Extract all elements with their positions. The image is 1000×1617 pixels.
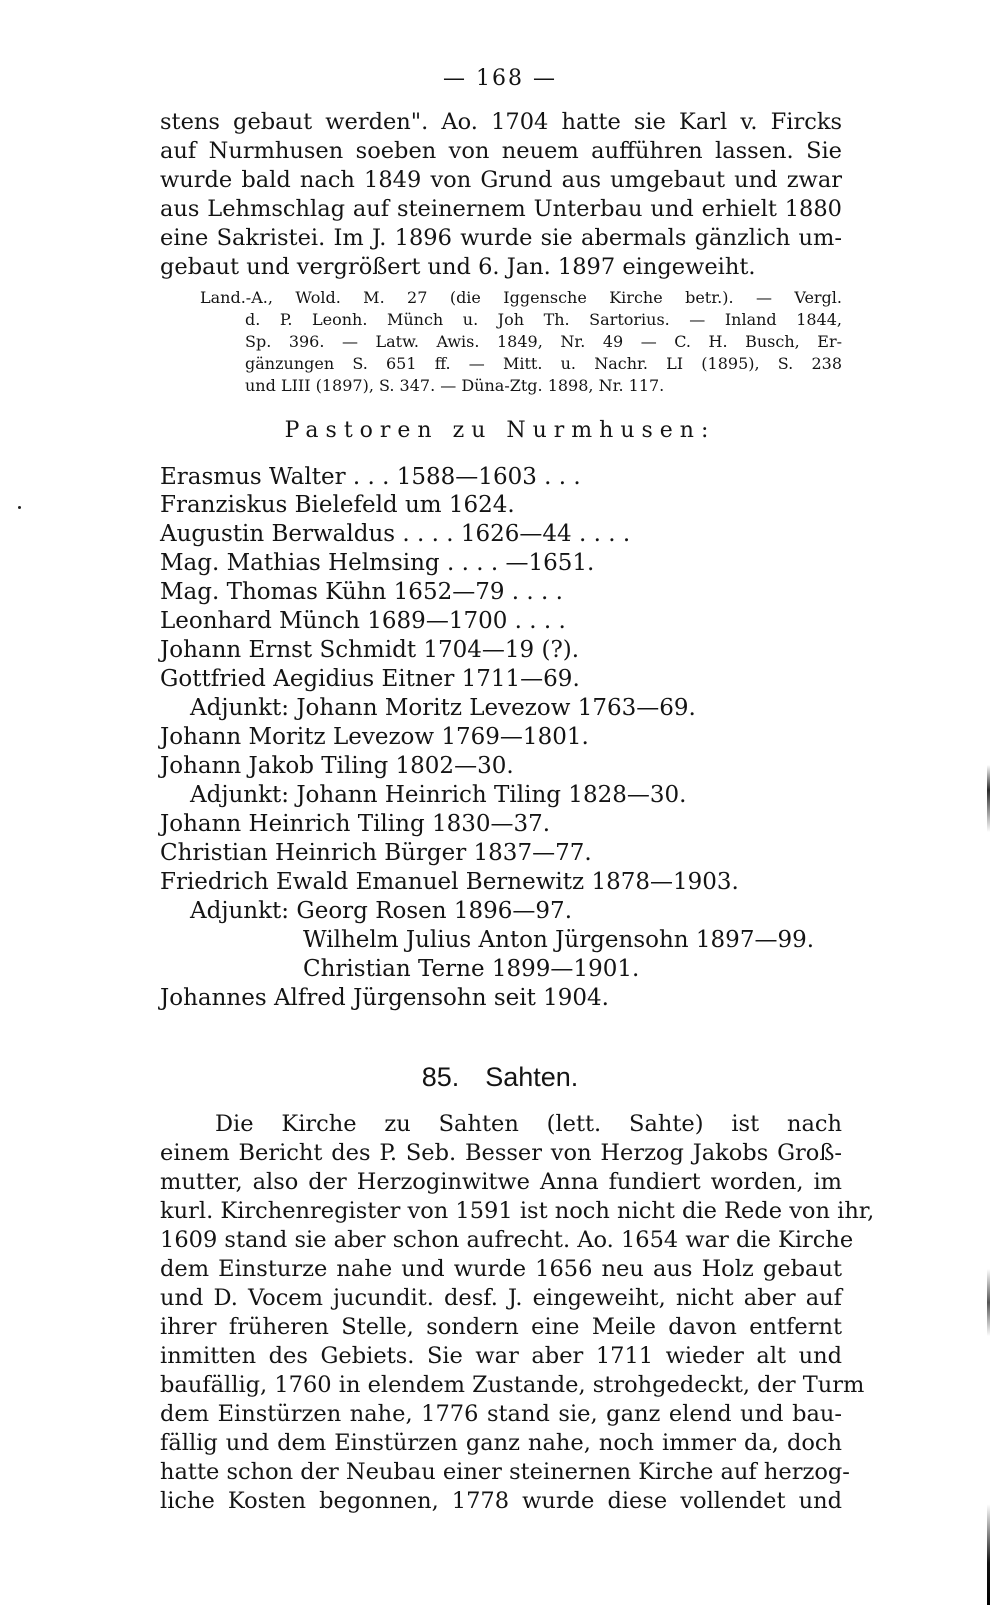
text-line: fällig und dem Einstürzen ganz nahe, noch immer da, doch [160, 1430, 842, 1456]
page-number: — 168 — [443, 66, 557, 91]
text-line: Die Kirche zu Sahten (lett. Sahte) ist nach [215, 1111, 842, 1137]
text-line: hatte schon der Neubau einer steinernen Kirche auf herzog- [160, 1459, 850, 1485]
pastor-entry: Christian Heinrich Bürger 1837—77. [160, 840, 592, 866]
adjunct-entry: Wilhelm Julius Anton Jürgensohn 1897—99. [303, 927, 815, 953]
footnote-line: und LIII (1897), S. 347. — Düna-Ztg. 1898, Nr. 117. [245, 376, 665, 395]
adjunct-entry: Adjunkt: Johann Moritz Levezow 1763—69. [190, 695, 696, 721]
pastor-entry: Franziskus Bielefeld um 1624. [160, 492, 515, 518]
text-line: wurde bald nach 1849 von Grund aus umgebaut und zwar [160, 167, 842, 193]
text-line: eine Sakristei. Im J. 1896 wurde sie abermals gänzlich um- [160, 225, 842, 251]
section-number: 85. [421, 1062, 460, 1092]
footnote-line: Land.-A., Wold. M. 27 (die Iggensche Kirche betr.). — Vergl. [200, 288, 842, 307]
adjunct-entry: Adjunkt: Georg Rosen 1896—97. [190, 898, 573, 924]
pastor-entry: Leonhard Münch 1689—1700 . . . . [160, 608, 566, 634]
text-line: stens gebaut werden". Ao. 1704 hatte sie Karl v. Fircks [160, 109, 842, 135]
section-heading [0, 1062, 1000, 1093]
section-title: Sahten. [485, 1062, 579, 1092]
text-line: einem Bericht des P. Seb. Besser von Herzog Jakobs Groß- [160, 1140, 842, 1166]
text-line: baufällig, 1760 in elendem Zustande, strohgedeckt, der Turm [160, 1372, 865, 1398]
text-line: kurl. Kirchenregister von 1591 ist noch nicht die Rede von ihr, [160, 1198, 875, 1224]
footnote-line: gänzungen S. 651 ff. — Mitt. u. Nachr. LI (1895), S. 238 [245, 354, 842, 373]
text-line: 1609 stand sie aber schon aufrecht. Ao. 1654 war die Kirche [160, 1227, 854, 1253]
text-line: auf Nurmhusen soeben von neuem aufführen lassen. Sie [160, 138, 842, 164]
text-line: ihrer früheren Stelle, sondern eine Meile davon entfernt [160, 1314, 842, 1340]
pastor-entry: Augustin Berwaldus . . . . 1626—44 . . . . [160, 521, 631, 547]
scan-edge-line [987, 765, 990, 1605]
text-line: aus Lehmschlag auf steinernem Unterbau und erhielt 1880 [160, 196, 842, 222]
pastors-heading: Pastoren zu Nurmhusen: [284, 418, 716, 443]
pastor-entry: Johann Jakob Tiling 1802—30. [160, 753, 514, 779]
text-line: gebaut und vergrößert und 6. Jan. 1897 eingeweiht. [160, 254, 756, 280]
adjunct-entry: Adjunkt: Johann Heinrich Tiling 1828—30. [190, 782, 687, 808]
pastor-entry: Johann Heinrich Tiling 1830—37. [160, 811, 551, 837]
text-line: und D. Vocem jucundit. desf. J. eingeweiht, nicht aber auf [160, 1285, 842, 1311]
adjunct-entry: Christian Terne 1899—1901. [303, 956, 640, 982]
text-line: dem Einstürzen nahe, 1776 stand sie, ganz elend und bau- [160, 1401, 842, 1427]
text-line: inmitten des Gebiets. Sie war aber 1711 wieder alt und [160, 1343, 842, 1369]
scan-speck [18, 506, 21, 509]
pastor-entry: Erasmus Walter . . . 1588—1603 . . . [160, 464, 581, 490]
footnote-line: Sp. 396. — Latw. Awis. 1849, Nr. 49 — C. H. Busch, Er- [245, 332, 842, 351]
pastor-entry: Johannes Alfred Jürgensohn seit 1904. [160, 985, 609, 1011]
pastor-entry: Mag. Mathias Helmsing . . . . —1651. [160, 550, 595, 576]
pastor-entry: Mag. Thomas Kühn 1652—79 . . . . [160, 579, 563, 605]
text-line: dem Einsturze nahe und wurde 1656 neu aus Holz gebaut [160, 1256, 842, 1282]
pastor-entry: Friedrich Ewald Emanuel Bernewitz 1878—1903. [160, 869, 739, 895]
footnote-line: d. P. Leonh. Münch u. Joh Th. Sartorius. — Inland 1844, [245, 310, 842, 329]
text-line: mutter, also der Herzoginwitwe Anna fundiert worden, im [160, 1169, 842, 1195]
pastor-entry: Johann Ernst Schmidt 1704—19 (?). [160, 637, 580, 663]
text-line: liche Kosten begonnen, 1778 wurde diese vollendet und [160, 1488, 842, 1514]
pastor-entry: Gottfried Aegidius Eitner 1711—69. [160, 666, 580, 692]
pastor-entry: Johann Moritz Levezow 1769—1801. [160, 724, 589, 750]
